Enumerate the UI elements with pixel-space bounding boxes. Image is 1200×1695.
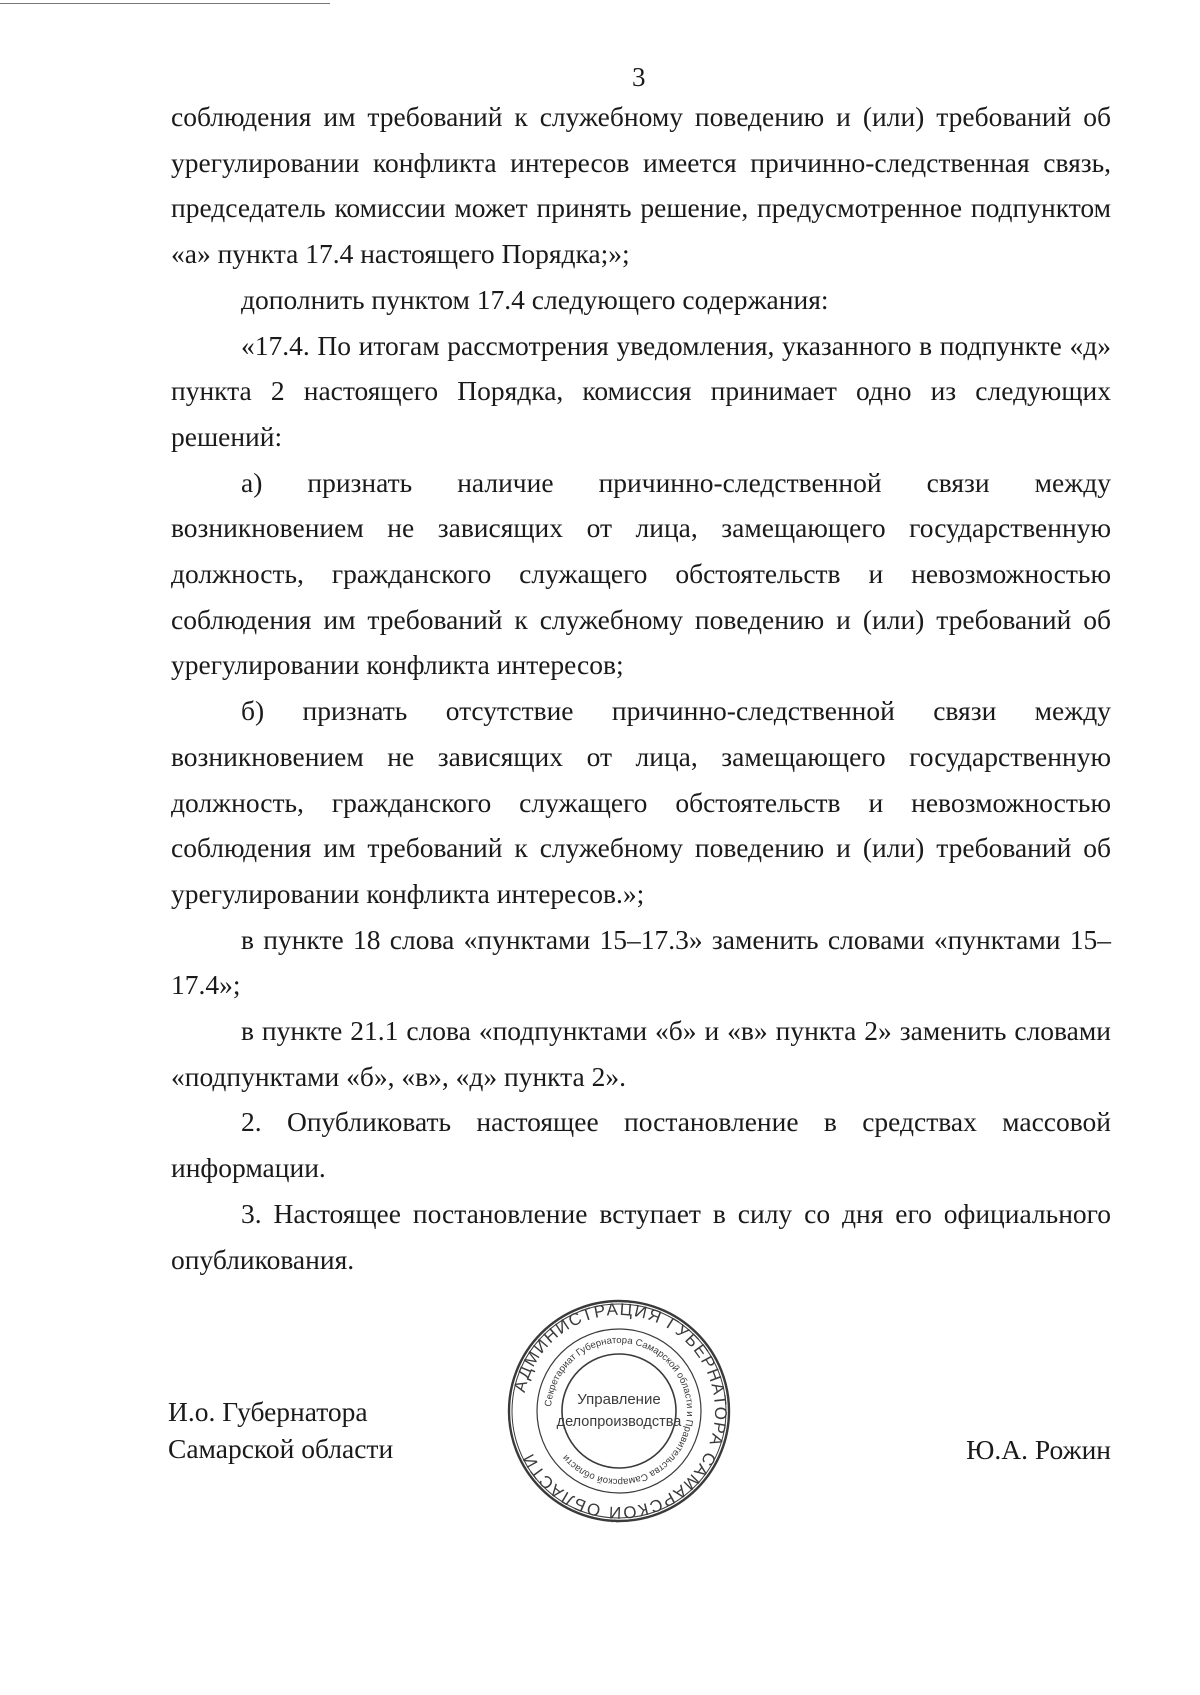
paragraph-amendment-intro: дополнить пунктом 17.4 следующего содержания: xyxy=(241,283,829,315)
paragraph-option-a: а) признать наличие причинно-следственной связи между возникновением не зависящих от лица, замещающего государственную должность, гражданского служащего обстоятельств и невозможностью соблюдения им требований к служебному поведению и (или) требований об урегулировании конфликта интересов; xyxy=(171,466,1111,681)
signatory-title xyxy=(168,1393,393,1467)
signatory-title-line-1: И.о. Губернатора xyxy=(168,1396,368,1427)
paragraph-clause-18: в пункте 18 слова «пунктами 15–17.3» заменить словами «пунктами 15–17.4»; xyxy=(171,923,1111,1001)
paragraph-effective: 3. Настоящее постановление вступает в силу со дня его официального опубликования. xyxy=(171,1197,1111,1275)
svg-text:АДМИНИСТРАЦИЯ ГУБЕРНАТОРА САМА xyxy=(510,1300,730,1522)
signatory-name: Ю.А. Рожин xyxy=(966,1434,1111,1465)
stamp-center-line-2: делопроизводства xyxy=(556,1414,682,1430)
page-number: 3 xyxy=(632,62,646,92)
paragraph-option-b: б) признать отсутствие причинно-следственной связи между возникновением не зависящих от лица, замещающего государственную должность, гражданского служащего обстоятельств и невозможностью соблюдения им требований к служебному поведению и (или) требований об урегулировании конфликта интересов.»; xyxy=(171,695,1111,909)
stamp-center-line-1: Управление xyxy=(577,1391,661,1408)
paragraph-clause-17-4: «17.4. По итогам рассмотрения уведомления, указанного в подпункте «д» пункта 2 настоящего Порядка, комиссия принимает одно из следующих решений: xyxy=(171,329,1111,452)
top-rule xyxy=(0,3,330,4)
stamp-outer-ring-text: АДМИНИСТРАЦИЯ ГУБЕРНАТОРА САМАРСКОЙ ОБЛАСТИ xyxy=(509,1299,731,1523)
signatory-title-line-2: Самарской области xyxy=(168,1433,394,1464)
svg-text:Секретариат Губернатора Самарс xyxy=(543,1335,695,1487)
stamp-inner-ring-text: Секретариат Губернатора Самарской области и Правительства Самарской области xyxy=(543,1334,696,1488)
stamp-seal-icon xyxy=(506,1298,732,1524)
paragraph-clause-21-1: в пункте 21.1 слова «подпунктами «б» и «в» пункта 2» заменить словами «подпунктами «б», «в», «д» пункта 2». xyxy=(171,1015,1111,1092)
official-stamp xyxy=(506,1298,732,1524)
paragraph-publish: 2. Опубликовать настоящее постановление в средствах массовой информации. xyxy=(171,1106,1111,1184)
paragraph-continuation: соблюдения им требований к служебному поведению и (или) требований об урегулировании конфликта интересов имеется причинно-следственная связь, председатель комиссии может принять решение, предусмотренное подпунктом «а» пункта 17.4 настоящего Порядка;»; xyxy=(171,101,1111,270)
document-body xyxy=(171,94,1111,1282)
